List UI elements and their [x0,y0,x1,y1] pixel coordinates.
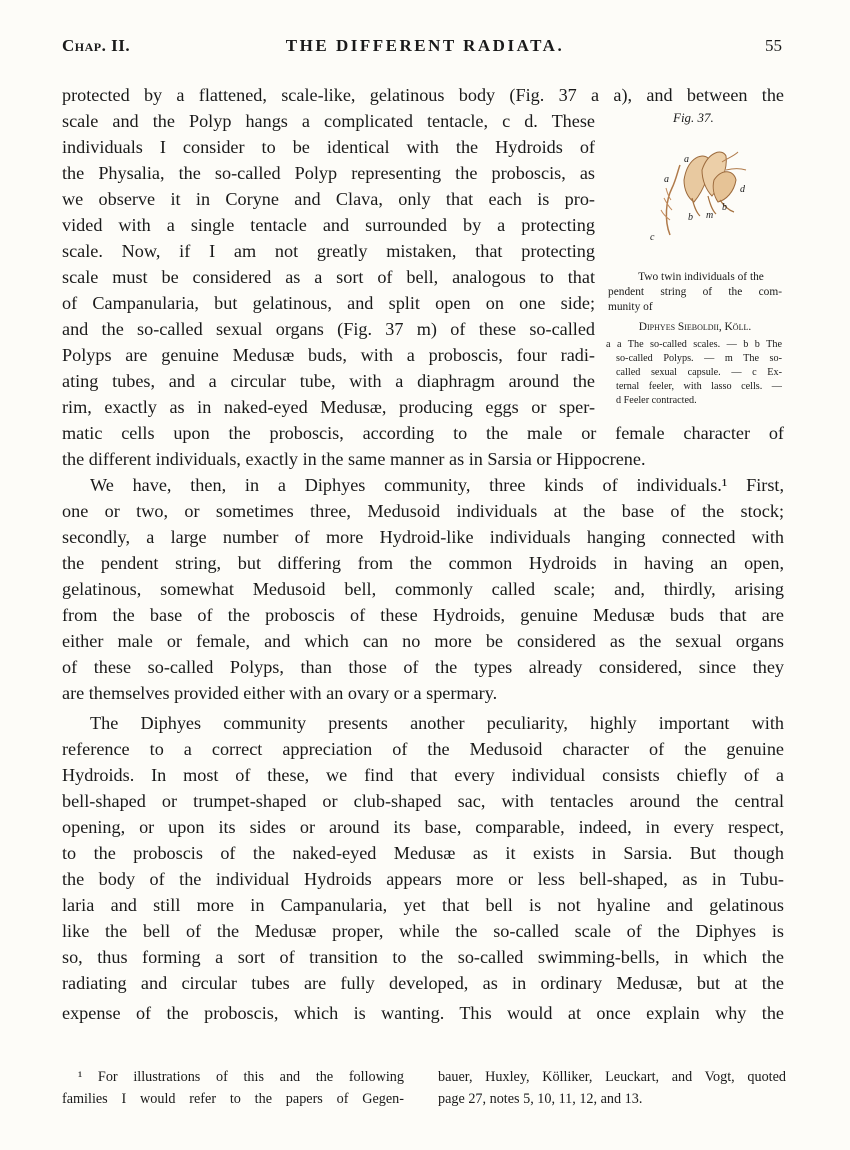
figure-letter: c [650,232,655,243]
text-line: rim, exactly as in naked-eyed Medusæ, producing eggs or sper- [62,397,595,417]
footnote-line: families I would refer to the papers of Gegen- [62,1091,404,1107]
figure-letter: b [688,212,693,223]
text-line: reference to a correct appreciation of the Medusoid character of the genuine [62,739,784,759]
text-line: of these so-called Polyps, than those of the types already considered, since they [62,657,784,677]
text-line: bell-shaped or trumpet-shaped or club-shaped sac, with tentacles around the central [62,791,784,811]
text-line: vided with a single tentacle and surrounded by a protecting [62,215,595,235]
figure-caption-line: pendent string of the com- [608,286,782,298]
figure-letter: m [706,210,714,221]
text-line: Polyps are genuine Medusæ buds, with a proboscis, four radi- [62,345,595,365]
text-line: matic cells upon the proboscis, according to the male or female character of [62,423,784,443]
text-line: and the so-called sexual organs (Fig. 37 m) of these so-called [62,319,595,339]
figure-caption-line: Two twin individuals of the [638,271,764,283]
footnote-line: page 27, notes 5, 10, 11, 12, and 13. [438,1091,643,1107]
figure-letter: b [722,202,727,213]
text-line: the Physalia, the so-called Polyp representing the proboscis, as [62,163,595,183]
figure-caption-line: so-called Polyps. — m The so- [616,353,782,364]
diphyes-illustration [642,140,772,250]
text-line: scale. Now, if I am not greatly mistaken, that protecting [62,241,595,261]
text-line: the pendent string, but differing from the common Hydroids in having an open, [62,553,784,573]
text-line: so, thus forming a sort of transition to the so-called swimming-bells, in which the [62,947,784,967]
text-line: opening, or upon its sides or around its base, comparable, indeed, in every respect, [62,817,784,837]
figure-caption-line: ternal feeler, with lasso cells. — [616,381,782,392]
text-line: gelatinous, somewhat Medusoid bell, commonly called scale; and, thirdly, arising [62,579,784,599]
figure-label: Fig. 37. [673,110,714,125]
text-line: are themselves provided either with an ovary or a spermary. [62,683,498,703]
page-title: THE DIFFERENT RADIATA. [285,36,565,55]
text-line: We have, then, in a Diphyes community, three kinds of individuals.¹ First, [90,475,784,495]
text-line: expense of the proboscis, which is wanting. This would at once explain why the [62,1003,784,1023]
figure-letter: d [740,184,745,195]
figure-caption-line: d Feeler contracted. [616,395,697,406]
text-line: the body of the individual Hydroids appears more or less bell-shaped, as in Tubu- [62,869,784,889]
text-line: like the bell of the Medusæ proper, while the so-called scale of the Diphyes is [62,921,784,941]
figure-caption-line: called sexual capsule. — c Ex- [616,367,782,378]
text-line: individuals I consider to be identical with the Hydroids of [62,137,595,157]
text-line: The Diphyes community presents another peculiarity, highly important with [90,713,784,733]
text-line: scale must be considered as a sort of bell, analogous to that [62,267,595,287]
figure-caption-species: Diphyes Sieboldii, Köll. [638,321,752,333]
text-line: from the base of the proboscis of these Hydroids, genuine Medusæ buds that are [62,605,784,625]
text-line: laria and still more in Campanularia, yet that bell is not hyaline and gelatinous [62,895,784,915]
figure-caption-line: munity of [608,301,653,313]
text-line: Hydroids. In most of these, we find that every individual consists chiefly of a [62,765,784,785]
text-line: to the proboscis of the naked-eyed Medusæ as it exists in Sarsia. But though [62,843,784,863]
text-line: secondly, a large number of more Hydroid-like individuals hanging connected with [62,527,784,547]
footnote-line: ¹ For illustrations of this and the following [78,1069,404,1085]
figure-caption-line: a a The so-called scales. — b b The [606,339,782,350]
figure-letter: a [684,154,689,165]
text-line: we observe it in Coryne and Clava, only that each is pro- [62,189,595,209]
text-line: either male or female, and which can no more be considered as the sexual organs [62,631,784,651]
text-line: the different individuals, exactly in the same manner as in Sarsia or Hippocrene. [62,449,646,469]
text-line: scale and the Polyp hangs a complicated tentacle, c d. These [62,111,595,131]
text-line: ating tubes, and a circular tube, with a diaphragm around the [62,371,595,391]
text-line: radiating and circular tubes are fully developed, as in ordinary Medusæ, but at the [62,973,784,993]
text-line: one or two, or sometimes three, Medusoid individuals at the base of the stock; [62,501,784,521]
chapter-label: Chap. II. [62,36,131,55]
page-number: 55 [765,36,782,55]
figure-letter: a [664,174,669,185]
text-line: of Campanularia, but gelatinous, and split open on one side; [62,293,595,313]
footnote-line: bauer, Huxley, Kölliker, Leuckart, and Vogt, quoted [438,1069,786,1085]
text-line: protected by a flattened, scale-like, gelatinous body (Fig. 37 a a), and between the [62,85,784,105]
